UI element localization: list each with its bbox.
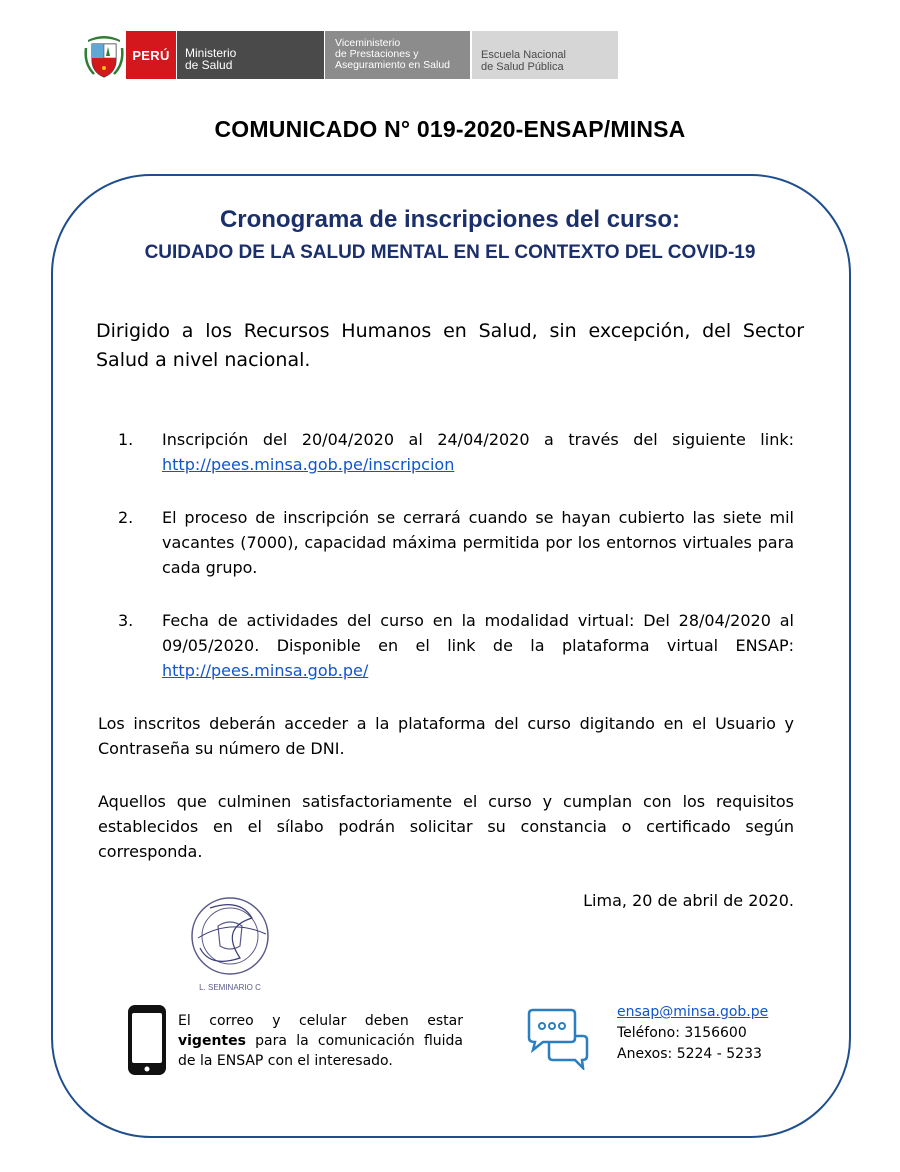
svg-text:L. SEMINARIO C: L. SEMINARIO C	[199, 983, 261, 992]
peru-coat-of-arms-icon	[84, 30, 124, 80]
escuela-logo	[472, 31, 618, 79]
contact-block	[617, 1002, 837, 1065]
viceministerio-line-3: Aseguramiento en Salud	[335, 59, 450, 71]
viceministerio-logo	[325, 31, 470, 79]
viceministerio-line-1: Viceministerio	[335, 37, 401, 49]
document-title: COMUNICADO N° 019-2020-ENSAP/MINSA	[214, 116, 686, 142]
list-number: 3.	[118, 611, 134, 630]
list-number: 1.	[118, 430, 134, 449]
course-heading: Cronograma de inscripciones del curso:	[219, 206, 681, 233]
contact-note	[178, 1011, 463, 1071]
list-item	[118, 427, 794, 477]
list-text: Inscripción del 20/04/2020 al 24/04/2020 a través del siguiente link:	[162, 430, 794, 449]
list-number: 2.	[118, 508, 134, 527]
course-name: CUIDADO DE LA SALUD MENTAL EN EL CONTEXTO DEL COVID-19	[144, 242, 756, 263]
escuela-line-1: Escuela Nacional	[481, 49, 566, 61]
peru-label: PERÚ	[132, 47, 170, 63]
platform-link[interactable]: http://pees.minsa.gob.pe/	[162, 661, 369, 680]
list-text: Fecha de actividades del curso en la modalidad virtual: Del 28/04/2020 al 09/05/2020. Disponible en el link de la plataforma virtual ENSAP:	[162, 611, 794, 655]
credentials-paragraph: Los inscritos deberán acceder a la plataforma del curso digitando en el Usuario y Contraseña su número de DNI.	[98, 714, 794, 758]
official-seal-icon	[180, 888, 280, 994]
list-item	[118, 505, 794, 580]
annex-numbers: Anexos: 5224 - 5233	[617, 1046, 762, 1062]
phone-number: Teléfono: 3156600	[617, 1025, 747, 1041]
mobile-phone-icon	[127, 1004, 167, 1076]
intro-paragraph: Dirigido a los Recursos Humanos en Salud, sin excepción, del Sector Salud a nivel nacional.	[96, 320, 804, 371]
list-text: El proceso de inscripción se cerrará cuando se hayan cubierto las siete mil vacantes (7000), capacidad máxima permitida por los entornos virtuales para cada grupo.	[162, 508, 794, 577]
date-line: Lima, 20 de abril de 2020.	[583, 891, 794, 910]
chat-bubbles-icon	[527, 1006, 591, 1070]
peru-logo	[126, 31, 176, 79]
certificate-paragraph: Aquellos que culminen satisfactoriamente el curso y cumplan con los requisitos establecidos en el sílabo podrán solicitar su constancia o certificado según corresponda.	[98, 792, 794, 861]
ministerio-line-1: Ministerio	[185, 46, 237, 60]
ministerio-logo	[177, 31, 324, 79]
viceministerio-line-2: de Prestaciones y	[335, 48, 419, 60]
contact-note-part-2: para la comunicación fluida de la ENSAP con el interesado.	[178, 1033, 463, 1069]
escuela-line-2: de Salud Pública	[481, 61, 564, 73]
ministerio-line-2: de Salud	[185, 58, 233, 72]
list-item	[118, 608, 794, 683]
inscripcion-link[interactable]: http://pees.minsa.gob.pe/inscripcion	[162, 455, 455, 474]
contact-note-part-1: El correo y celular deben estar	[178, 1013, 463, 1029]
contact-note-bold: vigentes	[178, 1033, 246, 1049]
email-link[interactable]: ensap@minsa.gob.pe	[617, 1004, 769, 1020]
